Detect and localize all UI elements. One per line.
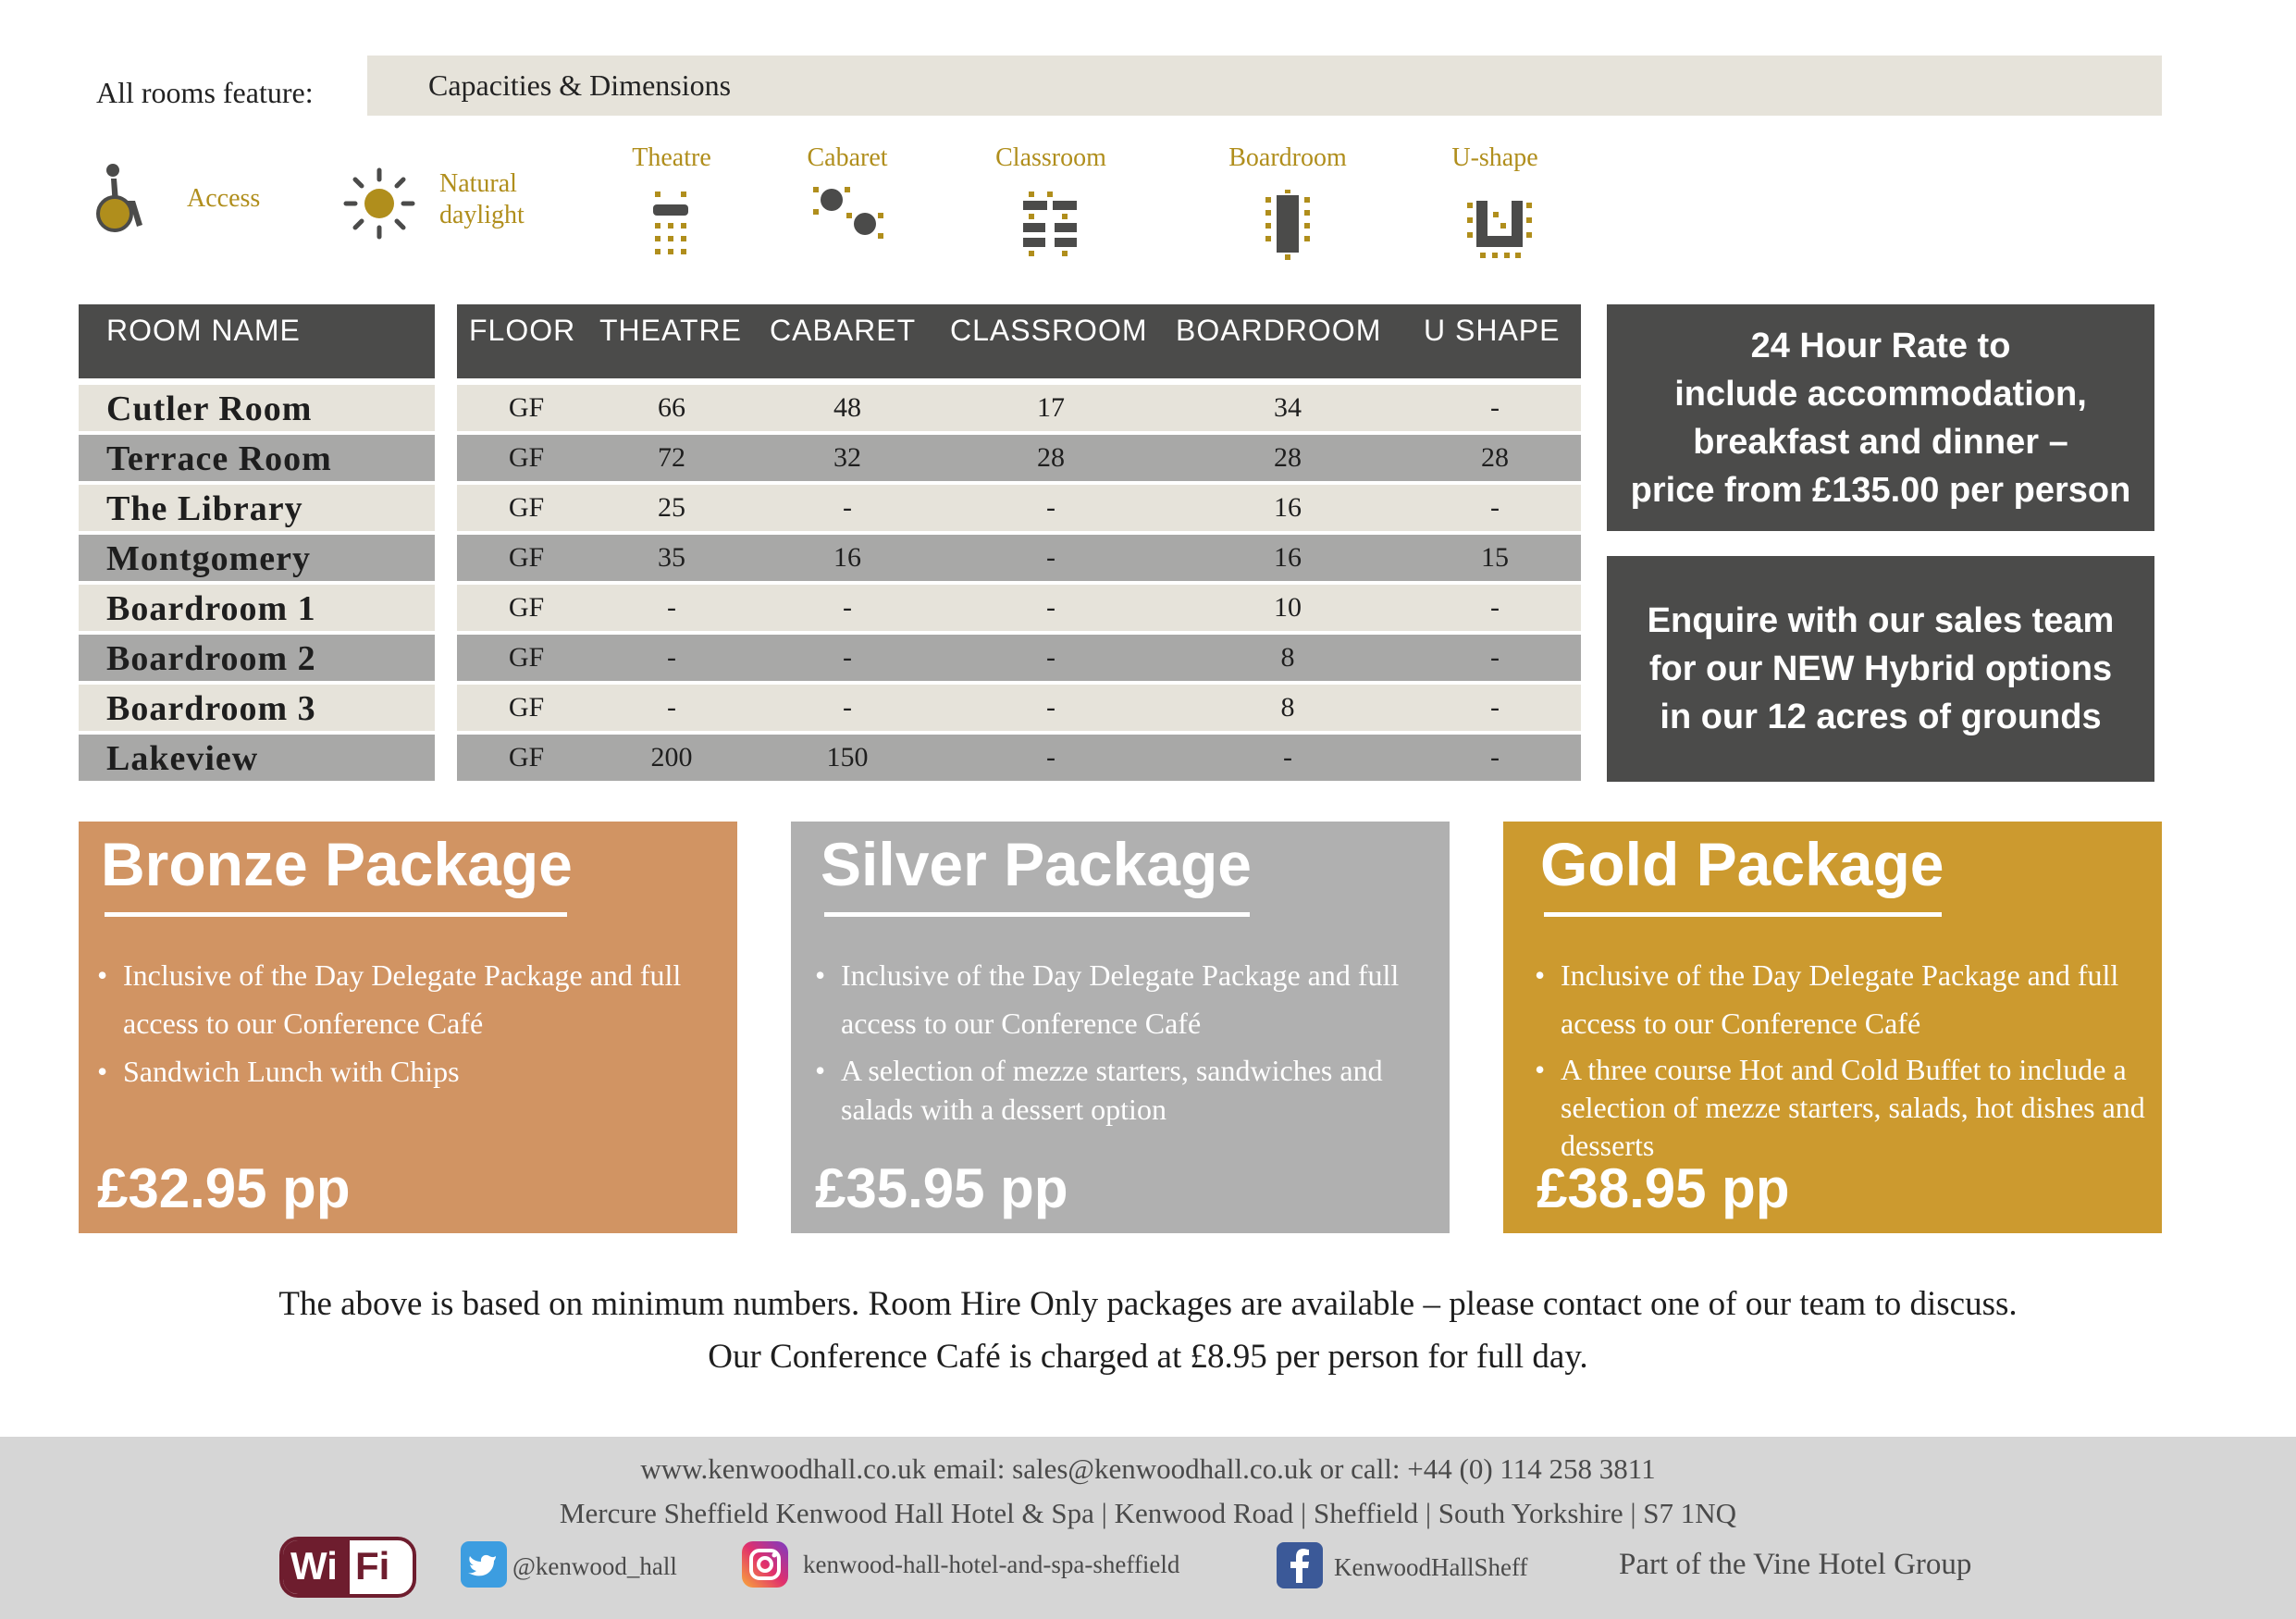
table-row (457, 585, 1581, 631)
feature-daylight-line2: daylight (439, 201, 525, 229)
header-theatre: THEATRE (599, 314, 742, 347)
capacity-cell: GF (508, 642, 545, 673)
cabaret-layout-icon (809, 183, 889, 244)
capacity-cell: 8 (1280, 642, 1295, 673)
instagram-handle[interactable]: kenwood-hall-hotel-and-spa-sheffield (803, 1551, 1180, 1578)
capacity-cell: - (1490, 642, 1500, 673)
feature-access-label: Access (187, 184, 261, 213)
footer (0, 1437, 2296, 1619)
room-name-cell: Cutler Room (79, 385, 435, 431)
capacity-cell: - (843, 642, 852, 673)
header-ushape: U SHAPE (1424, 314, 1561, 347)
table-row (457, 735, 1581, 781)
capacity-cell: GF (508, 392, 545, 423)
capacity-cell: 15 (1481, 542, 1509, 573)
hybrid-box (1607, 556, 2154, 782)
gold-item-1: • Inclusive of the Day Delegate Package and full access to our Conference Café (1535, 951, 2145, 1047)
capacity-cell: - (667, 592, 676, 623)
capacity-header (457, 304, 1581, 378)
room-name-cell: Montgomery (79, 535, 435, 581)
capacity-cell: - (1490, 392, 1500, 423)
room-name-cell: Lakeview (79, 735, 435, 781)
hybrid-line-1: Enquire with our sales team (1647, 601, 2115, 640)
header-floor: FLOOR (469, 314, 576, 347)
capacity-cell: 72 (658, 442, 685, 473)
table-row (457, 435, 1581, 481)
capacity-cell: - (1490, 592, 1500, 623)
gold-package-title: Gold Package (1540, 830, 1944, 898)
rate-line-3: breakfast and dinner – (1693, 422, 2068, 462)
gold-package-price: £38.95 pp (1537, 1157, 1790, 1219)
capacity-cell: 150 (826, 742, 869, 772)
bronze-item-2: • Sandwich Lunch with Chips (97, 1047, 708, 1095)
silver-title-rule (824, 912, 1250, 917)
bronze-title-rule (105, 912, 567, 917)
table-row (457, 385, 1581, 431)
capacity-cell: 28 (1037, 442, 1065, 473)
capacity-cell: GF (508, 442, 545, 473)
twitter-handle[interactable]: @kenwood_hall (512, 1552, 677, 1580)
layout-theatre-label: Theatre (632, 143, 711, 172)
silver-item-1: • Inclusive of the Day Delegate Package and full access to our Conference Café (815, 951, 1426, 1047)
capacity-cell: - (843, 592, 852, 623)
capacity-cell: - (1046, 692, 1055, 723)
table-row (457, 485, 1581, 531)
capacity-cell: - (1490, 742, 1500, 772)
rate-line-1: 24 Hour Rate to (1750, 326, 2011, 365)
room-name-cell: Boardroom 3 (79, 685, 435, 731)
capacity-cell: 48 (833, 392, 861, 423)
layout-cabaret-label: Cabaret (807, 143, 888, 172)
capacity-cell: 28 (1481, 442, 1509, 473)
hybrid-line-3: in our 12 acres of grounds (1660, 698, 2102, 736)
capacity-cell: - (1046, 492, 1055, 523)
sun-icon (342, 167, 416, 241)
room-name-cell: The Library (79, 485, 435, 531)
all-rooms-label: All rooms feature: (96, 76, 314, 109)
capacity-cell: - (667, 692, 676, 723)
wheelchair-icon (93, 162, 155, 236)
wifi-icon (279, 1537, 416, 1598)
table-row (457, 685, 1581, 731)
layout-boardroom-label: Boardroom (1228, 143, 1347, 172)
capacity-cell: 17 (1037, 392, 1065, 423)
bronze-package-title: Bronze Package (101, 830, 573, 898)
header-boardroom: BOARDROOM (1176, 314, 1382, 347)
capacity-cell: 35 (658, 542, 685, 573)
hybrid-line-2 (1648, 645, 2115, 693)
instagram-icon (742, 1541, 788, 1588)
capacity-cell: 10 (1274, 592, 1302, 623)
capacity-cell: - (667, 642, 676, 673)
capacity-cell: GF (508, 742, 545, 772)
room-name-cell: Boardroom 1 (79, 585, 435, 631)
capacity-cell: - (1490, 692, 1500, 723)
feature-daylight-line1: Natural (439, 169, 517, 198)
capacity-cell: 25 (658, 492, 685, 523)
gold-title-rule (1544, 912, 1942, 917)
silver-package-price: £35.95 pp (815, 1157, 1068, 1219)
capacity-cell: 200 (650, 742, 693, 772)
hotel-group: Part of the Vine Hotel Group (1619, 1548, 1972, 1581)
footer-address: Mercure Sheffield Kenwood Hall Hotel & Spa | Kenwood Road | Sheffield | South Yorkshire | S7 1NQ (559, 1497, 1737, 1529)
capacity-cell: - (1046, 592, 1055, 623)
minimum-numbers-note: The above is based on minimum numbers. Room Hire Only packages are available – please contact one of our team to discuss. (278, 1285, 2018, 1323)
header-classroom: CLASSROOM (950, 314, 1148, 347)
facebook-handle[interactable]: KenwoodHallSheff (1334, 1553, 1528, 1581)
hybrid-new-badge: NEW (1771, 649, 1855, 688)
table-row (457, 535, 1581, 581)
silver-package-items (815, 951, 1426, 1129)
table-row (457, 635, 1581, 681)
capacity-cell: - (1490, 492, 1500, 523)
capacity-cell: GF (508, 542, 545, 573)
capacity-cell: GF (508, 492, 545, 523)
footer-contact: www.kenwoodhall.co.uk email: sales@kenwoodhall.co.uk or call: +44 (0) 114 258 3811 (640, 1452, 1656, 1485)
capacity-cell: - (843, 492, 852, 523)
header-cabaret: CABARET (770, 314, 917, 347)
capacity-cell: - (1046, 742, 1055, 772)
feature-daylight-label (439, 168, 525, 231)
capacity-cell: GF (508, 592, 545, 623)
rate-box (1607, 304, 2154, 531)
capacity-cell: - (843, 692, 852, 723)
capacity-cell: 28 (1274, 442, 1302, 473)
room-name-cell: Boardroom 2 (79, 635, 435, 681)
rate-line-2: include accommodation, (1674, 374, 2087, 414)
capacity-cell: 32 (833, 442, 861, 473)
silver-item-2: • A selection of mezze starters, sandwiches and salads with a dessert option (815, 1051, 1426, 1129)
capacity-cell: 16 (1274, 542, 1302, 573)
silver-package (791, 822, 1450, 1233)
room-name-header (79, 304, 435, 378)
capacity-cell: 66 (658, 392, 685, 423)
wifi-text-1: Wi (290, 1544, 338, 1588)
twitter-icon (461, 1541, 507, 1588)
boardroom-layout-icon (1264, 190, 1312, 260)
capacity-cell: - (1046, 542, 1055, 573)
conference-cafe-note: Our Conference Café is charged at £8.95 per person for full day. (708, 1338, 1588, 1376)
gold-package (1503, 822, 2162, 1233)
capacity-cell: 16 (833, 542, 861, 573)
rate-line-4: price from £135.00 per person (1630, 470, 2131, 510)
bronze-package-price: £32.95 pp (97, 1157, 351, 1219)
rate-text (1631, 322, 2131, 514)
hybrid-line-2-post: Hybrid options (1854, 649, 2113, 688)
layout-classroom-label: Classroom (995, 143, 1106, 172)
silver-package-title: Silver Package (821, 830, 1252, 898)
ushape-layout-icon (1467, 190, 1532, 260)
capacity-cell: - (1046, 642, 1055, 673)
layout-ushape-label: U-shape (1451, 143, 1538, 172)
room-name-header-text: ROOM NAME (106, 314, 301, 347)
hybrid-text (1648, 597, 2115, 741)
wifi-text-2: Fi (355, 1544, 390, 1588)
bronze-package (79, 822, 737, 1233)
capacity-cell: 34 (1274, 392, 1302, 423)
gold-item-2: • A three course Hot and Cold Buffet to include a selection of mezze starters, salads, hot dishes and desserts (1535, 1051, 2145, 1165)
bronze-package-items (97, 951, 708, 1095)
hybrid-line-2-pre: for our (1648, 649, 1772, 688)
gold-package-items (1535, 951, 2145, 1165)
bronze-item-1: • Inclusive of the Day Delegate Package and full access to our Conference Café (97, 951, 708, 1047)
room-name-cell: Terrace Room (79, 435, 435, 481)
capacity-cell: - (1283, 742, 1292, 772)
theatre-layout-icon (648, 190, 696, 260)
capacity-cell: GF (508, 692, 545, 723)
classroom-layout-icon (1021, 190, 1080, 260)
capacity-cell: 8 (1280, 692, 1295, 723)
facebook-icon (1277, 1542, 1323, 1588)
capacities-title: Capacities & Dimensions (428, 68, 732, 102)
capacity-cell: 16 (1274, 492, 1302, 523)
